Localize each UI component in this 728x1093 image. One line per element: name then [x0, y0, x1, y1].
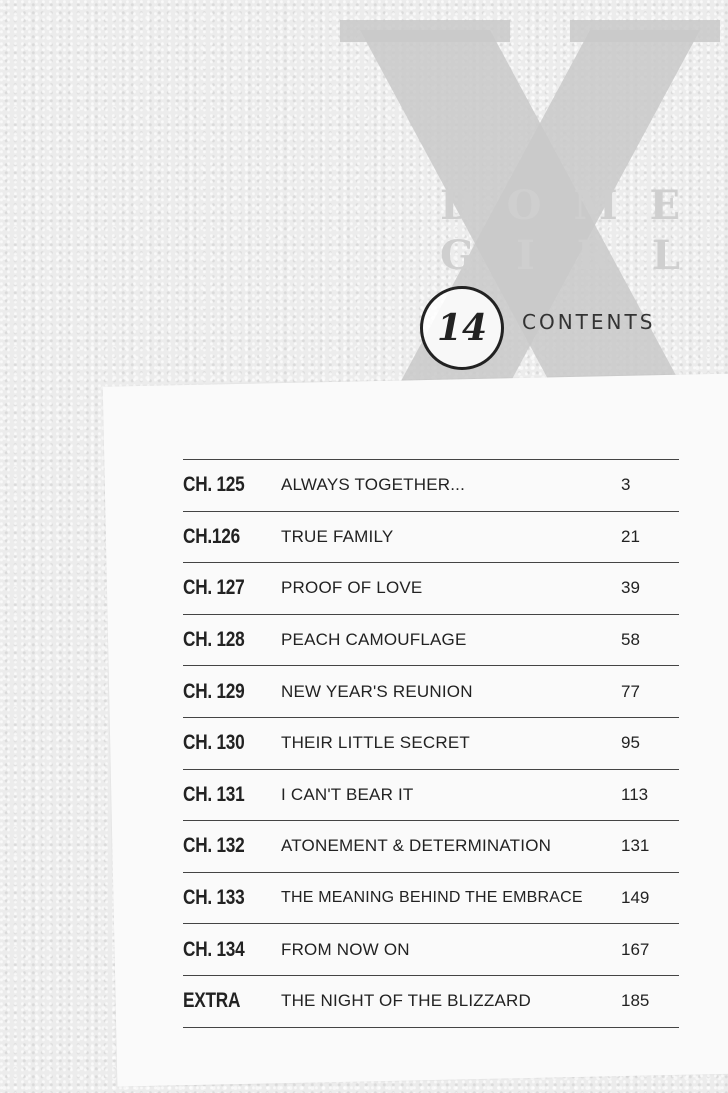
table-of-contents: [183, 459, 679, 1028]
chapter-title: TRUE FAMILY: [281, 526, 394, 546]
toc-row: [183, 563, 679, 615]
chapter-title: THE MEANING BEHIND THE EMBRACE: [281, 889, 583, 907]
title-letter: R: [576, 232, 610, 279]
page-number: 21: [621, 526, 640, 546]
chapter-title: PEACH CAMOUFLAGE: [281, 630, 467, 650]
chapter-number: CH. 129: [183, 679, 245, 703]
chapter-number: CH. 125: [183, 473, 245, 497]
page-number: 58: [621, 630, 640, 650]
title-letter: I: [516, 232, 535, 279]
chapter-title: THE NIGHT OF THE BLIZZARD: [281, 991, 531, 1011]
volume-badge: [420, 286, 504, 370]
chapter-title: PROOF OF LOVE: [281, 578, 423, 598]
page-number: 95: [621, 733, 640, 753]
toc-row: [183, 512, 679, 564]
chapter-number: CH. 132: [183, 834, 245, 858]
page-number: 185: [621, 991, 650, 1011]
chapter-title: NEW YEAR'S REUNION: [281, 681, 473, 701]
chapter-number: CH. 127: [183, 576, 245, 600]
toc-row: [183, 718, 679, 770]
page-number: 113: [621, 784, 649, 804]
page-number: 149: [621, 888, 650, 908]
chapter-number: EXTRA: [183, 989, 241, 1013]
page-number: 131: [621, 836, 650, 856]
title-letter: E: [649, 182, 680, 229]
series-title-line-1: [440, 182, 680, 229]
title-letter: D: [440, 182, 475, 229]
toc-row: [183, 976, 679, 1028]
chapter-number: CH. 131: [183, 782, 245, 806]
title-letter: L: [651, 232, 680, 279]
toc-row: [183, 770, 679, 822]
toc-row: [183, 615, 679, 667]
volume-number: 14: [436, 307, 488, 349]
title-letter: G: [440, 232, 475, 279]
toc-row: [183, 924, 679, 976]
toc-row: [183, 460, 679, 512]
chapter-title: FROM NOW ON: [281, 939, 410, 959]
toc-row: [183, 873, 679, 925]
chapter-title: THEIR LITTLE SECRET: [281, 733, 470, 753]
chapter-title: ATONEMENT & DETERMINATION: [281, 836, 552, 856]
page-number: 3: [621, 475, 631, 495]
chapter-number: CH. 130: [183, 731, 245, 755]
chapter-number: CH. 133: [183, 886, 245, 910]
chapter-title: I CAN'T BEAR IT: [281, 784, 414, 804]
chapter-title: ALWAYS TOGETHER...: [281, 475, 466, 495]
page-number: 77: [621, 681, 640, 701]
toc-row: [183, 666, 679, 718]
chapter-number: CH. 128: [183, 628, 245, 652]
chapter-number: CH. 134: [183, 937, 245, 961]
toc-row: [183, 821, 679, 873]
contents-heading: CONTENTS: [522, 310, 656, 334]
series-title-line-2: [440, 232, 680, 279]
title-letter: M: [573, 182, 618, 229]
title-letter: O: [506, 182, 542, 229]
page-number: 167: [621, 939, 650, 959]
chapter-number: CH.126: [183, 524, 240, 548]
page-number: 39: [621, 578, 640, 598]
